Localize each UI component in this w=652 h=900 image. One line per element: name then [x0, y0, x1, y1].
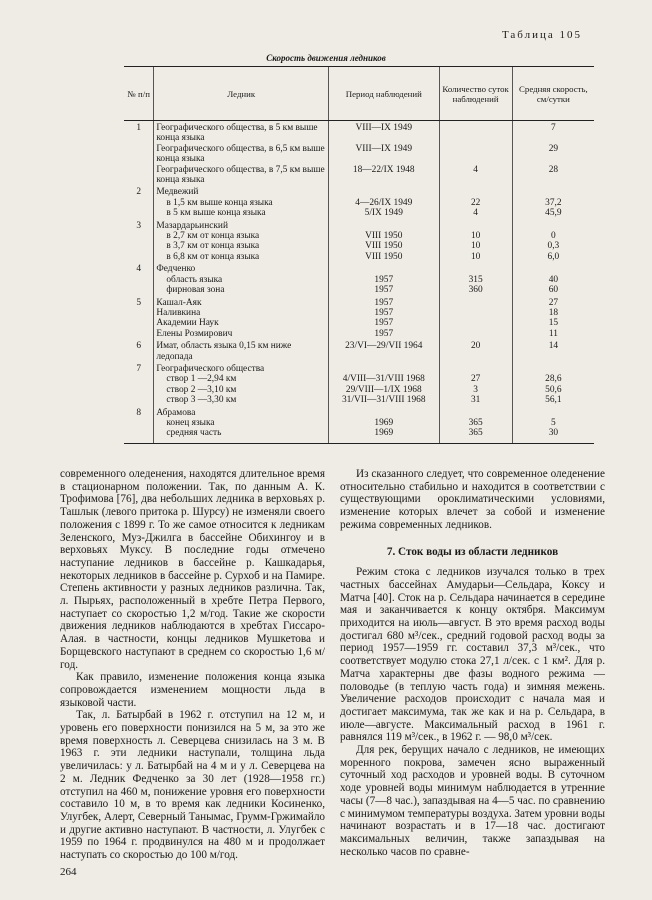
cell-period-text: 1957	[374, 307, 394, 318]
cell-speed-text: 6,0	[547, 251, 560, 262]
cell-days	[439, 395, 512, 405]
cell-glacier	[154, 296, 329, 308]
cell-speed	[512, 418, 594, 428]
cell-speed	[512, 406, 594, 418]
paragraph: Для рек, берущих начало с ледников, не имеющих моренного покрова, замечен ясно выраженный суточный ход расходов и уровней воды. В суточном ходе уровней воды минимум наблюдается в утренние часы (7—8 час.), запаздывая на 4—5 час. по сравнению с минимумом температуры воздуха. Затем уровни воды начинают возрастать и в 17—18 час. достигают максимальных величин, также запаздывая на несколько часов по сравне-	[340, 744, 605, 858]
cell-days	[439, 329, 512, 339]
cell-num	[124, 185, 154, 197]
cell-period	[329, 308, 439, 318]
cell-days-text: 22	[470, 197, 481, 208]
cell-speed-text: 30	[548, 428, 559, 439]
cell-glacier	[154, 418, 329, 428]
cell-glacier	[154, 252, 329, 262]
cell-period	[329, 374, 439, 384]
cell-glacier	[154, 165, 329, 186]
cell-num-text: 3	[136, 220, 142, 231]
cell-glacier	[154, 385, 329, 395]
cell-glacier	[154, 219, 329, 231]
cell-speed-text: 7	[551, 123, 556, 133]
cell-speed-text: 60	[548, 285, 559, 296]
cell-glacier-text: Имат, область языка 0,15 км ниже ледопада	[156, 341, 292, 362]
cell-glacier-text: створ 2 —3,10 км	[166, 384, 237, 395]
table-row	[124, 262, 594, 274]
cell-speed	[512, 395, 594, 405]
cell-num	[124, 165, 154, 186]
cell-days	[439, 252, 512, 262]
cell-speed	[512, 285, 594, 295]
table-row	[124, 374, 594, 384]
cell-glacier-text: в 6,8 км от конца языка	[166, 251, 260, 262]
cell-speed	[512, 219, 594, 231]
cell-num	[124, 231, 154, 241]
cell-days-text: 4	[473, 164, 478, 175]
paragraph: Как правило, изменение положения конца языка сопровождается изменением мощности льда в языковой части.	[60, 671, 325, 709]
cell-period	[329, 296, 439, 308]
table-row	[124, 219, 594, 231]
cell-num	[124, 208, 154, 218]
cell-period	[329, 208, 439, 218]
paragraph: Из сказанного следует, что современное оледенение относительно стабильно и находится в соответствии с существующими орoклиматическими условиями, изменение которых влечет за собой и изменение режима современных ледников.	[340, 468, 605, 531]
cell-period-text: 1957	[374, 297, 394, 308]
cell-days	[439, 308, 512, 318]
col-header-speed: Средняя скорость, см/сутки	[512, 67, 594, 121]
cell-speed	[512, 252, 594, 262]
table-label: Таблица 105	[501, 29, 582, 41]
page-number: 264	[60, 866, 77, 878]
cell-glacier	[154, 362, 329, 374]
cell-num	[124, 262, 154, 274]
cell-period	[329, 198, 439, 208]
cell-speed	[512, 329, 594, 339]
cell-num-text: 7	[136, 363, 142, 374]
cell-num-text: 1	[136, 123, 142, 133]
cell-period	[329, 428, 439, 443]
cell-glacier	[154, 121, 329, 144]
cell-period-text: 1957	[374, 274, 394, 285]
cell-glacier-text: Академии Наук	[156, 318, 219, 329]
cell-period-text: VIII 1950	[365, 251, 403, 262]
cell-days	[439, 121, 512, 144]
table-row	[124, 339, 594, 362]
cell-period-text: 1957	[374, 285, 394, 296]
cell-speed-text: 0	[551, 231, 556, 242]
table-row	[124, 362, 594, 374]
cell-days-text: 20	[470, 341, 481, 352]
cell-glacier-text: Федченко	[156, 264, 196, 275]
cell-speed	[512, 165, 594, 186]
cell-period-text: 4/VIII—31/VIII 1968	[342, 374, 425, 385]
cell-glacier-text: Географического общества, в 7,5 км выше конца языка	[156, 164, 325, 186]
cell-speed-text: 28	[548, 164, 559, 175]
cell-num	[124, 308, 154, 318]
cell-period	[329, 231, 439, 241]
cell-glacier	[154, 428, 329, 443]
col-header-glacier: Ледник	[154, 67, 329, 121]
cell-num	[124, 275, 154, 285]
table-row	[124, 231, 594, 241]
cell-speed-text: 27	[548, 297, 559, 308]
cell-num-text: 2	[136, 187, 142, 198]
cell-days	[439, 185, 512, 197]
table-row	[124, 406, 594, 418]
cell-days	[439, 165, 512, 186]
cell-days-text: 31	[470, 395, 481, 406]
cell-period	[329, 185, 439, 197]
cell-speed	[512, 362, 594, 374]
cell-speed	[512, 275, 594, 285]
cell-glacier-text: в 2,7 км от конца языка	[166, 231, 260, 242]
cell-period-text: 18—22/IX 1948	[352, 164, 415, 175]
cell-period-text: 1969	[374, 428, 394, 439]
table-row	[124, 395, 594, 405]
cell-num	[124, 296, 154, 308]
cell-num	[124, 362, 154, 374]
cell-glacier	[154, 185, 329, 197]
cell-speed-text: 0,3	[547, 241, 560, 252]
cell-days	[439, 198, 512, 208]
cell-speed-text: 40	[548, 274, 559, 285]
cell-speed-text: 45,9	[545, 208, 562, 219]
cell-days-text: 365	[468, 428, 483, 439]
cell-days	[439, 385, 512, 395]
table-row	[124, 165, 594, 186]
cell-glacier-text: в 1,5 км выше конца языка	[166, 197, 273, 208]
cell-speed-text: 50,6	[545, 384, 562, 395]
cell-speed-text: 37,2	[545, 197, 562, 208]
cell-speed	[512, 339, 594, 362]
cell-days	[439, 296, 512, 308]
table-row	[124, 296, 594, 308]
cell-glacier	[154, 374, 329, 384]
cell-period-text: 1957	[374, 328, 394, 339]
cell-period	[329, 385, 439, 395]
cell-glacier-text: в 5 км выше конца языка	[166, 208, 266, 219]
cell-speed-text: 18	[548, 307, 559, 318]
cell-days	[439, 428, 512, 443]
cell-speed	[512, 144, 594, 165]
cell-days	[439, 231, 512, 241]
cell-days	[439, 144, 512, 165]
cell-num	[124, 418, 154, 428]
cell-days-text: 10	[470, 251, 481, 262]
cell-glacier-text: Географического общества, в 5 км выше конца языка	[156, 123, 318, 144]
cell-period	[329, 395, 439, 405]
cell-speed-text: 5	[551, 417, 556, 428]
cell-period	[329, 339, 439, 362]
cell-days	[439, 275, 512, 285]
cell-speed-text: 56,1	[545, 395, 562, 406]
cell-glacier	[154, 262, 329, 274]
table-row	[124, 329, 594, 339]
cell-num	[124, 219, 154, 231]
cell-speed	[512, 262, 594, 274]
cell-glacier	[154, 144, 329, 165]
cell-glacier	[154, 241, 329, 251]
table-row	[124, 144, 594, 165]
cell-days-text: 365	[468, 417, 483, 428]
cell-days-text: 27	[470, 374, 481, 385]
cell-speed-text: 11	[548, 328, 558, 339]
table-row	[124, 418, 594, 428]
paragraph: современного оледенения, находятся длительное время в стационарном положении. Так, по данным А. К. Трофимова [76], два небольших ледника в верховьях р. Ташлык (левого притока р. Шурсу) не изменяли своего положения с 1899 г. То же самое относится к ледникам Зеленского, Муз-Джилга в бассейне Обихингоу и в верховьях Мукcу. В последние годы отмечено наступание ледников в бассейне р. Кашкадарья, некоторых ледников в бассейне р. Сурхоб и на Памире. Степень активности у разных ледников различна. Так, л. Пырьях, расположенный в хребте Петра Первого, наступает со скоростью 1,2 м/год. Такие же скорости движения ледников наблюдаются в хребтах Гиссаро-Алая. в частности, концы ледников Мушкетова и Борщевского наступают в среднем со скоростью 1,6 м/год.	[60, 468, 325, 671]
cell-days	[439, 318, 512, 328]
cell-glacier-text: Кашал-Аяк	[156, 297, 202, 308]
cell-days	[439, 339, 512, 362]
cell-days-text: 315	[468, 274, 483, 285]
cell-num-text: 4	[136, 264, 142, 275]
cell-days	[439, 219, 512, 231]
cell-glacier	[154, 339, 329, 362]
cell-num	[124, 121, 154, 144]
cell-speed	[512, 318, 594, 328]
cell-period-text: VIII—IX 1949	[355, 143, 413, 154]
cell-period	[329, 252, 439, 262]
cell-speed	[512, 308, 594, 318]
paragraph: Режим стока с ледников изучался только в трех частных бассейнах Амударьи—Сельдара, Коксу и Матча [40]. Сток на р. Сельдара начинается в середине мая и заканчивается к концу октября. Максимум приходится на июль—август. В это время расход воды достигал 680 м³/сек., средний годовой расход воды за период 1957—1959 гг. составил 37,3 м³/сек., что соответствует модулю стока 27,1 л/сек. с 1 км². Для р. Матча характерны две фазы водного режима — половодье (в теплую часть года) и зимняя межень. Увеличение расходов происходит с начала мая и достигает максимума, так же как и на р. Сельдара, в июле—августе. Максимальный расход в 1961 г. равнялся 119 м³/сек., в 1962 г. — 98,0 м³/сек.	[340, 566, 605, 744]
cell-period	[329, 241, 439, 251]
cell-speed	[512, 385, 594, 395]
cell-glacier-text: в 3,7 км от конца языка	[166, 241, 260, 252]
cell-num	[124, 285, 154, 295]
cell-num	[124, 318, 154, 328]
cell-period	[329, 329, 439, 339]
cell-glacier-text: фирновая зона	[166, 285, 225, 296]
cell-period	[329, 285, 439, 295]
table-body	[124, 121, 594, 444]
cell-glacier-text: конец языка	[166, 417, 215, 428]
table-row	[124, 285, 594, 295]
cell-speed	[512, 296, 594, 308]
cell-speed-text: 29	[548, 143, 559, 154]
cell-days	[439, 208, 512, 218]
cell-speed-text: 14	[548, 341, 559, 352]
cell-speed	[512, 428, 594, 443]
cell-period-text: VIII 1950	[365, 231, 403, 242]
table-header-row	[124, 67, 594, 121]
cell-period	[329, 362, 439, 374]
section-heading: 7. Сток воды из области ледников	[386, 545, 559, 558]
table-row	[124, 185, 594, 197]
cell-glacier	[154, 308, 329, 318]
cell-days-text: 10	[470, 231, 481, 242]
cell-speed-text: 28,6	[545, 374, 562, 385]
cell-glacier	[154, 318, 329, 328]
cell-days	[439, 406, 512, 418]
table-row	[124, 208, 594, 218]
cell-days	[439, 418, 512, 428]
cell-glacier	[154, 231, 329, 241]
cell-speed	[512, 198, 594, 208]
cell-period	[329, 144, 439, 165]
table-row	[124, 318, 594, 328]
cell-days-text: 4	[473, 208, 478, 219]
cell-days-text: 10	[470, 241, 481, 252]
cell-glacier-text: средняя часть	[166, 428, 222, 439]
cell-glacier-text: створ 1 —2,94 км	[166, 374, 237, 385]
cell-num	[124, 198, 154, 208]
cell-days-text: 360	[468, 285, 483, 296]
cell-period-text: 23/VI—29/VII 1964	[345, 341, 423, 352]
cell-period-text: 1969	[374, 417, 394, 428]
cell-period	[329, 318, 439, 328]
cell-num	[124, 374, 154, 384]
cell-glacier	[154, 198, 329, 208]
cell-period-text: 31/VII—31/VIII 1968	[341, 395, 426, 406]
cell-num-text: 8	[136, 407, 142, 418]
paragraph: Так, л. Батырбай в 1962 г. отступил на 12 м, и уровень его поверхности понизился на 5 м, за это же время поверхность л. Северцева снизилась на 3 м. В 1963 г. эти ледники наступали, толщина льда увеличилась: у л. Батырбай на 4 м и у л. Северцева на 2 м. Ледник Федченко за 30 лет (1928—1958 гг.) отступил на 460 м, понижение уровня его поверхности составило 10 м, в то время как ледники Косиненко, Улугбек, Алерт, Северный Танымас, Грумм-Гржимайло и другие активно наступают. В частности, л. Улугбек с 1959 по 1964 г. продвинулся на 480 м и продолжает наступать со скоростью до 100 м/год.	[60, 709, 325, 862]
cell-speed	[512, 121, 594, 144]
cell-period-text: 1957	[374, 318, 394, 329]
cell-glacier-text: створ 3 —3,30 км	[166, 395, 237, 406]
cell-period	[329, 406, 439, 418]
cell-glacier-text: Наливкина	[156, 307, 201, 318]
cell-period	[329, 275, 439, 285]
table-row	[124, 275, 594, 285]
cell-period	[329, 262, 439, 274]
cell-days	[439, 285, 512, 295]
cell-num	[124, 252, 154, 262]
cell-num	[124, 144, 154, 165]
cell-period	[329, 121, 439, 144]
table-row	[124, 385, 594, 395]
cell-glacier	[154, 329, 329, 339]
cell-glacier-text: Мазардарьинский	[156, 220, 228, 231]
cell-num-text: 6	[136, 341, 142, 352]
cell-period	[329, 418, 439, 428]
cell-glacier-text: Географического общества	[156, 363, 265, 374]
cell-period-text: 5/IX 1949	[364, 208, 403, 219]
cell-glacier-text: Абрамова	[156, 407, 196, 418]
right-text-column	[340, 468, 605, 858]
cell-glacier-text: Медвежий	[156, 187, 199, 198]
cell-days	[439, 362, 512, 374]
cell-speed	[512, 241, 594, 251]
left-text-column	[60, 468, 325, 862]
cell-glacier-text: Географического общества, в 6,5 км выше конца языка	[156, 143, 325, 165]
cell-glacier	[154, 406, 329, 418]
cell-glacier-text: Елены Розмирович	[156, 328, 233, 339]
cell-num	[124, 339, 154, 362]
cell-num	[124, 329, 154, 339]
cell-speed	[512, 185, 594, 197]
cell-period-text: 29/VIII—1/IX 1968	[345, 384, 422, 395]
table-row	[124, 241, 594, 251]
cell-period-text: VIII 1950	[365, 241, 403, 252]
cell-speed	[512, 208, 594, 218]
cell-glacier	[154, 275, 329, 285]
cell-days	[439, 262, 512, 274]
cell-days	[439, 374, 512, 384]
cell-speed-text: 15	[548, 318, 559, 329]
col-header-period: Период наблюдений	[329, 67, 439, 121]
cell-days	[439, 241, 512, 251]
cell-glacier-text: область языка	[166, 274, 223, 285]
cell-num	[124, 428, 154, 443]
cell-glacier	[154, 395, 329, 405]
cell-speed	[512, 374, 594, 384]
cell-num	[124, 385, 154, 395]
table-row	[124, 252, 594, 262]
cell-speed	[512, 231, 594, 241]
table-row	[124, 198, 594, 208]
cell-days-text: 3	[473, 384, 478, 395]
cell-period	[329, 165, 439, 186]
cell-glacier	[154, 285, 329, 295]
table-row	[124, 428, 594, 443]
cell-period-text: 4—26/IX 1949	[355, 197, 413, 208]
table-row	[124, 121, 594, 144]
col-header-days: Количество суток наблюдений	[439, 67, 512, 121]
table-title: Скорость движения ледников	[266, 53, 386, 63]
cell-num-text: 5	[136, 297, 142, 308]
col-header-num: № п/п	[124, 67, 154, 121]
cell-glacier	[154, 208, 329, 218]
cell-period-text: VIII—IX 1949	[355, 123, 413, 133]
glacier-speed-table	[124, 66, 594, 444]
cell-period	[329, 219, 439, 231]
cell-num	[124, 395, 154, 405]
cell-num	[124, 406, 154, 418]
table-row	[124, 308, 594, 318]
cell-num	[124, 241, 154, 251]
